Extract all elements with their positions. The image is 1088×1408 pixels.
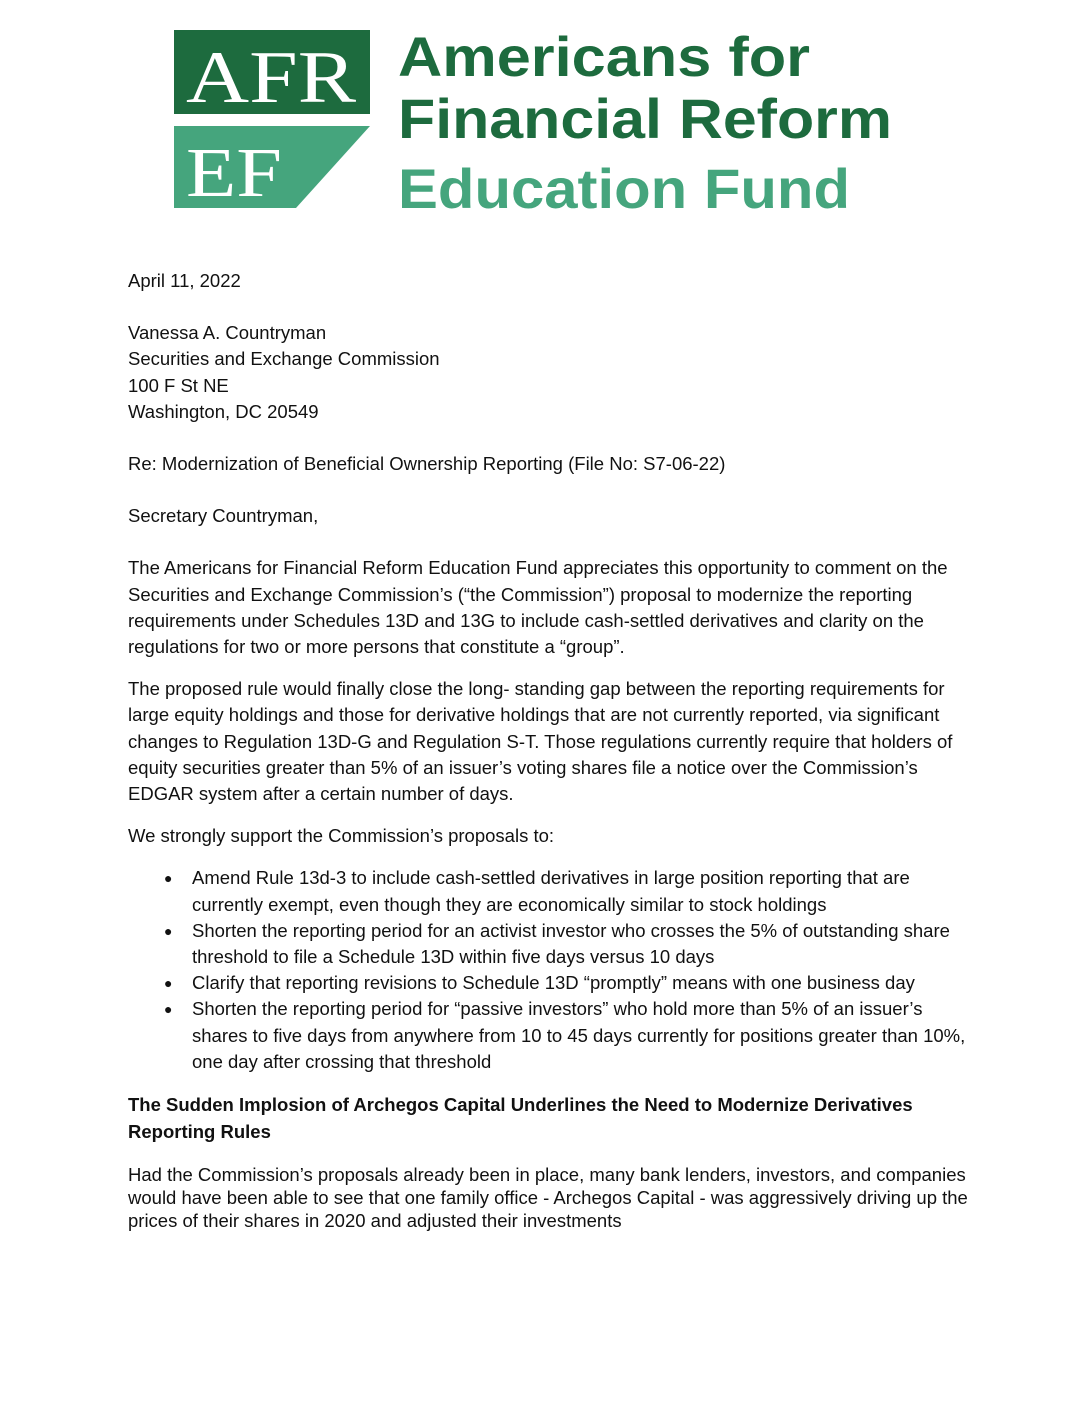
list-item: ● Amend Rule 13d-3 to include cash-settled derivatives in large position reporting that are currently exempt, even though they are economically similar to stock holdings bbox=[128, 865, 968, 917]
recipient-street: 100 F St NE bbox=[128, 374, 229, 396]
logo-mark-bottom: EF bbox=[186, 135, 282, 212]
logo-name-line1: Americans for bbox=[398, 25, 810, 88]
paragraph-proposed-rule: The proposed rule would finally close the long- standing gap between the reporting requirements for large equity holdings and those for derivative holdings that are not currently reported, via significant changes to Regulation 13D-G and Regulation S-T. Those regulations currently require that holders of equity securities greater than 5% of an issuer’s voting shares file a notice over the Commission’s EDGAR system after a certain number of days. bbox=[128, 678, 953, 805]
subject-line: Re: Modernization of Beneficial Ownership Reporting (File No: S7-06-22) bbox=[128, 453, 726, 475]
recipient-city: Washington, DC 20549 bbox=[128, 400, 319, 422]
letter-body bbox=[128, 268, 968, 1232]
list-item: ● Shorten the reporting period for an activist investor who crosses the 5% of outstanding share threshold to file a Schedule 13D within five days versus 10 days bbox=[128, 918, 968, 970]
paragraph-intro: The Americans for Financial Reform Education Fund appreciates this opportunity to comment on the Securities and Exchange Commission’s (“the Commission”) proposal to modernize the reporting requirements under Schedules 13D and 13G to include cash-settled derivatives and clarity on the regulations for two or more persons that constitute a “group”. bbox=[128, 557, 948, 658]
letter-date: April 11, 2022 bbox=[128, 270, 241, 291]
salutation: Secretary Countryman, bbox=[128, 505, 319, 527]
paragraph-archegos: Had the Commission’s proposals already been in place, many bank lenders, investors, and companies would have been able to see that one family office - Archegos Capital - was aggressively driving up the prices of their shares in 2020 and adjusted their investments bbox=[128, 1164, 968, 1232]
list-item: ● Shorten the reporting period for “passive investors” who hold more than 5% of an issuer’s shares to five days from anywhere from 10 to 45 days currently for positions greater than 10%, one day after crossing that threshold bbox=[128, 996, 968, 1075]
proposal-list bbox=[128, 865, 968, 1075]
section-heading: The Sudden Implosion of Archegos Capital Underlines the Need to Modernize Derivatives Reporting Rules bbox=[128, 1094, 913, 1143]
support-intro: We strongly support the Commission’s proposals to: bbox=[128, 825, 555, 847]
logo-name-line3: Education Fund bbox=[398, 157, 850, 220]
logo-graphic bbox=[148, 4, 940, 230]
logo-name-line2: Financial Reform bbox=[398, 87, 892, 150]
list-item: ● Clarify that reporting revisions to Schedule 13D “promptly” means with one business day bbox=[128, 970, 968, 996]
recipient-address bbox=[128, 320, 968, 425]
recipient-org: Securities and Exchange Commission bbox=[128, 348, 440, 370]
afr-ef-logo bbox=[148, 4, 940, 230]
logo-mark-top: AFR bbox=[186, 37, 357, 119]
recipient-name: Vanessa A. Countryman bbox=[128, 322, 327, 344]
